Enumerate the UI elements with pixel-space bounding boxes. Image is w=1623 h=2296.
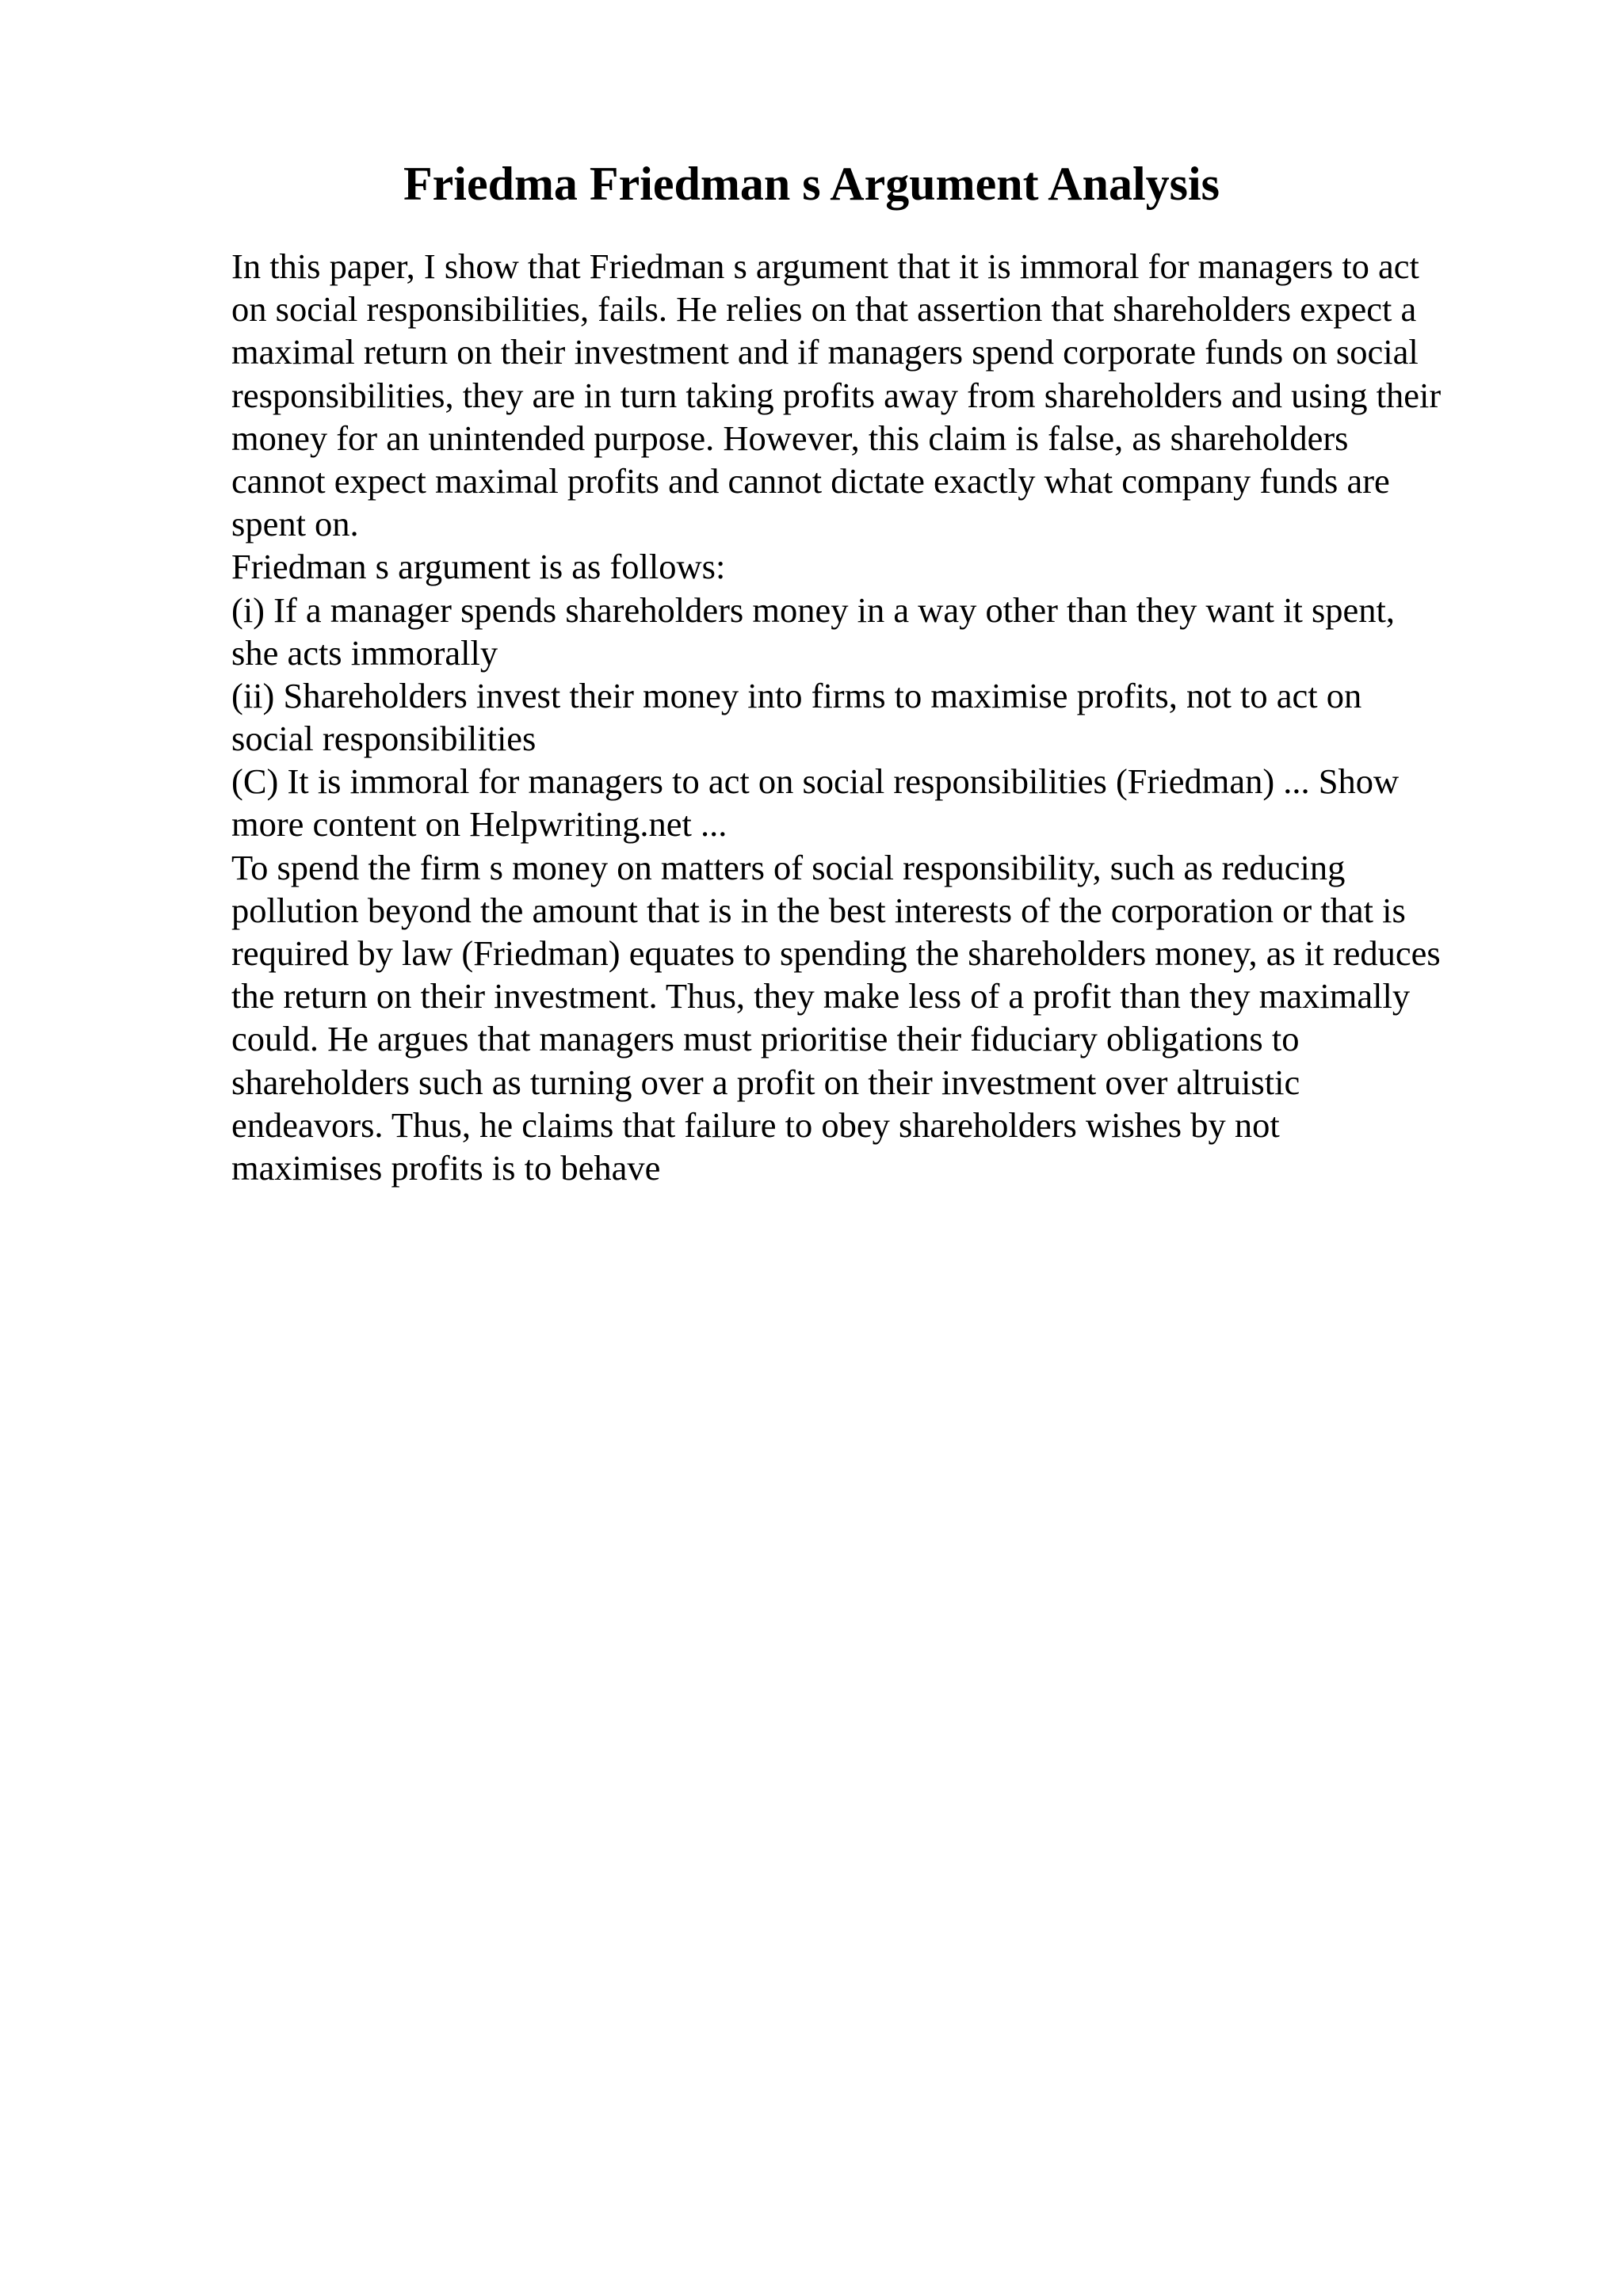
body-line: To spend the firm s money on matters of social responsibility, such as reducing (231, 847, 1346, 887)
body-line: spent on. (231, 504, 359, 544)
body-line: social responsibilities (231, 719, 537, 759)
body-line: maximises profits is to behave (231, 1147, 661, 1188)
body-line: cannot expect maximal profits and cannot dictate exactly what company funds are (231, 460, 1390, 501)
body-line: responsibilities, they are in turn taking profits away from shareholders and using their (231, 375, 1442, 415)
body-line: pollution beyond the amount that is in the best interests of the corporation or that is (231, 890, 1406, 930)
document-body (231, 245, 1515, 1189)
document-title: Friedma Friedman s Argument Analysis (403, 158, 1220, 210)
body-line: (C) It is immoral for managers to act on social responsibilities (Friedman) ... Show (231, 761, 1400, 802)
body-line: shareholders such as turning over a profit on their investment over altruistic (231, 1062, 1300, 1102)
body-line: (i) If a manager spends shareholders money in a way other than they want it spent, (231, 589, 1396, 630)
body-line: the return on their investment. Thus, they make less of a profit than they maximally (231, 976, 1411, 1016)
body-line: could. He argues that managers must prioritise their fiduciary obligations to (231, 1019, 1300, 1059)
body-line: (ii) Shareholders invest their money into firms to maximise profits, not to act on (231, 675, 1362, 715)
body-line: maximal return on their investment and if managers spend corporate funds on social (231, 332, 1419, 372)
body-line: she acts immorally (231, 632, 498, 673)
body-line: endeavors. Thus, he claims that failure to obey shareholders wishes by not (231, 1104, 1280, 1145)
body-line: required by law (Friedman) equates to spending the shareholders money, as it reduces (231, 933, 1441, 973)
body-line: In this paper, I show that Friedman s argument that it is immoral for managers to act (231, 246, 1419, 286)
body-line: Friedman s argument is as follows: (231, 547, 726, 587)
body-line: on social responsibilities, fails. He relies on that assertion that shareholders expect a (231, 289, 1417, 330)
body-line: more content on Helpwriting.net ... (231, 804, 727, 845)
body-line: money for an unintended purpose. However, this claim is false, as shareholders (231, 418, 1349, 458)
